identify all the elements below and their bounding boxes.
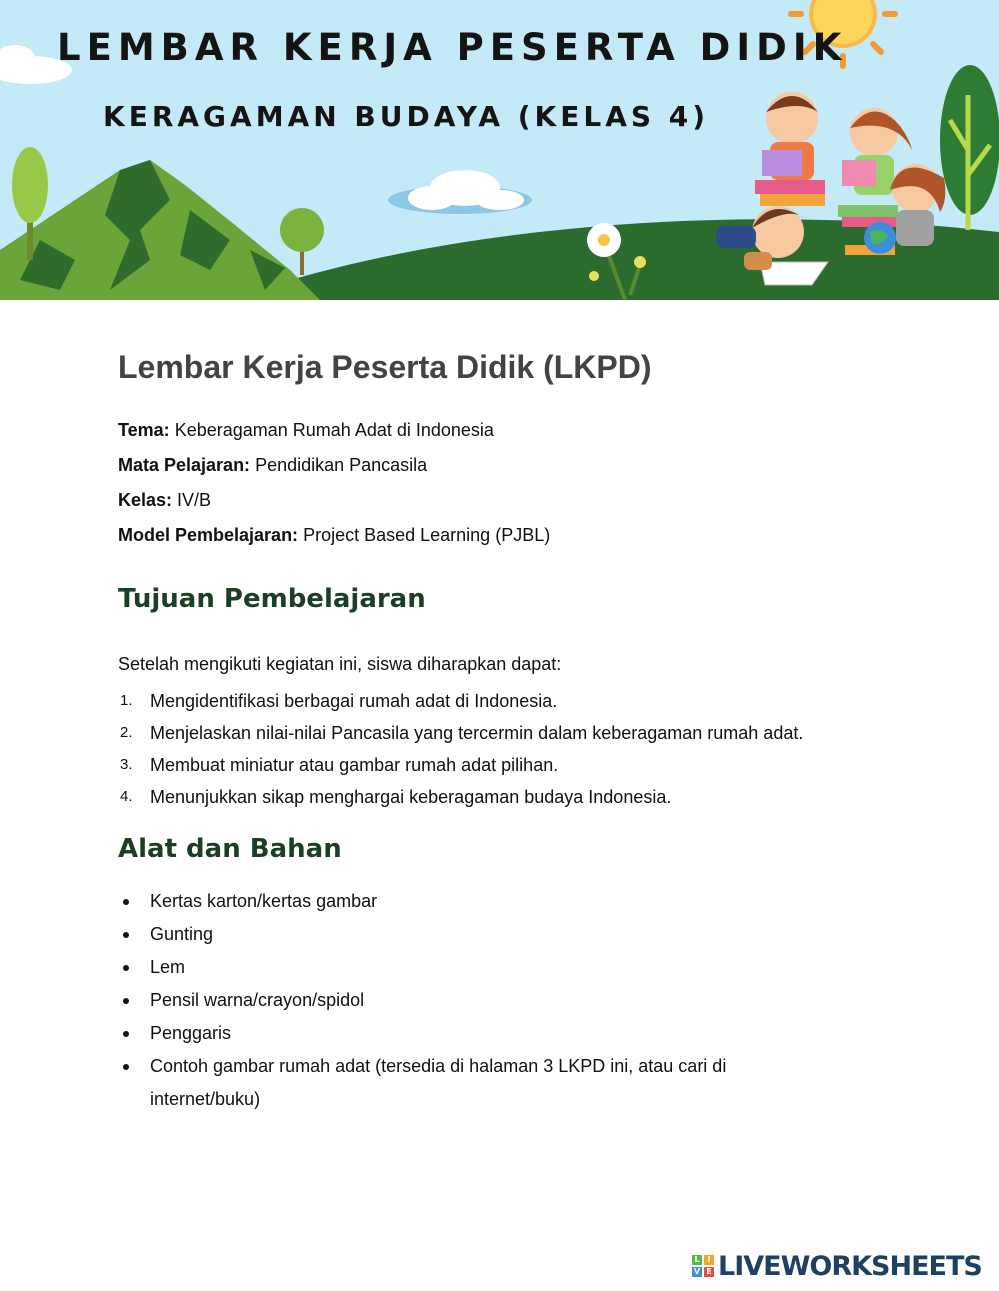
list-item (118, 885, 808, 918)
header-banner (0, 0, 999, 300)
meta-label: Kelas: (118, 490, 173, 510)
heading-tujuan-pembelajaran: Tujuan Pembelajaran (118, 584, 426, 614)
liveworksheets-logo[interactable] (692, 1250, 982, 1282)
banner-subtitle: KERAGAMAN BUDAYA (KELAS 4) (103, 100, 710, 133)
liveworksheets-logo-text: LIVEWORKSHEETS (718, 1250, 982, 1282)
bullet-icon (123, 932, 129, 938)
meta-label: Model Pembelajaran: (118, 525, 299, 545)
list-item (118, 918, 808, 951)
logo-letter: V (693, 1267, 701, 1276)
list-item-text: Lem (150, 957, 186, 977)
list-number: 3. (120, 756, 133, 773)
list-item-text: Pensil warna/crayon/spidol (150, 990, 365, 1010)
bullet-icon (123, 899, 129, 905)
meta-value: Keberagaman Rumah Adat di Indonesia (174, 420, 494, 440)
list-number: 1. (120, 692, 133, 709)
bullet-icon (123, 965, 129, 971)
list-item (118, 951, 808, 984)
worksheet-content (118, 345, 918, 1116)
meta-label: Mata Pelajaran: (118, 455, 251, 475)
tujuan-intro: Setelah mengikuti kegiatan ini, siswa diharapkan dapat: (118, 654, 562, 674)
bullet-icon (123, 1064, 129, 1070)
meta-mata-pelajaran (118, 448, 918, 483)
list-item (118, 1050, 808, 1116)
meta-value: IV/B (177, 490, 212, 510)
meta-label: Tema: (118, 420, 170, 440)
list-item (118, 1017, 808, 1050)
list-number: 4. (120, 788, 133, 805)
document-title: Lembar Kerja Peserta Didik (LKPD) (118, 349, 652, 385)
list-item (118, 781, 918, 813)
liveworksheets-logo-icon (692, 1255, 714, 1277)
meta-value: Pendidikan Pancasila (255, 455, 428, 475)
banner-title: LEMBAR KERJA PESERTA DIDIK (57, 26, 848, 69)
list-item-text: Mengidentifikasi berbagai rumah adat di Indonesia. (150, 691, 558, 711)
list-item-text: Membuat miniatur atau gambar rumah adat pilihan. (150, 755, 559, 775)
logo-letter: I (704, 1255, 714, 1265)
document-meta (118, 413, 918, 553)
tujuan-list (118, 685, 918, 813)
list-item (118, 749, 918, 781)
logo-letter: L (692, 1255, 702, 1265)
heading-alat-dan-bahan: Alat dan Bahan (118, 834, 342, 864)
list-item-text: Penggaris (150, 1023, 232, 1043)
meta-model-pembelajaran (118, 518, 918, 553)
bullet-icon (123, 998, 129, 1004)
bullet-icon (123, 1031, 129, 1037)
meta-tema (118, 413, 918, 448)
list-item-text: Kertas karton/kertas gambar (150, 891, 378, 911)
list-item (118, 717, 918, 749)
list-item (118, 984, 808, 1017)
list-item-text: Menjelaskan nilai-nilai Pancasila yang tercermin dalam keberagaman rumah adat. (150, 723, 804, 743)
list-item-text: Menunjukkan sikap menghargai keberagaman budaya Indonesia. (150, 787, 672, 807)
alat-list (118, 885, 808, 1116)
list-item-text: Contoh gambar rumah adat (tersedia di halaman 3 LKPD ini, atau cari di internet/buku) (150, 1056, 727, 1109)
list-item-text: Gunting (150, 924, 214, 944)
meta-value: Project Based Learning (PJBL) (303, 525, 551, 545)
meta-kelas (118, 483, 918, 518)
logo-letter: E (704, 1267, 714, 1277)
list-number: 2. (120, 724, 133, 741)
list-item (118, 685, 918, 717)
